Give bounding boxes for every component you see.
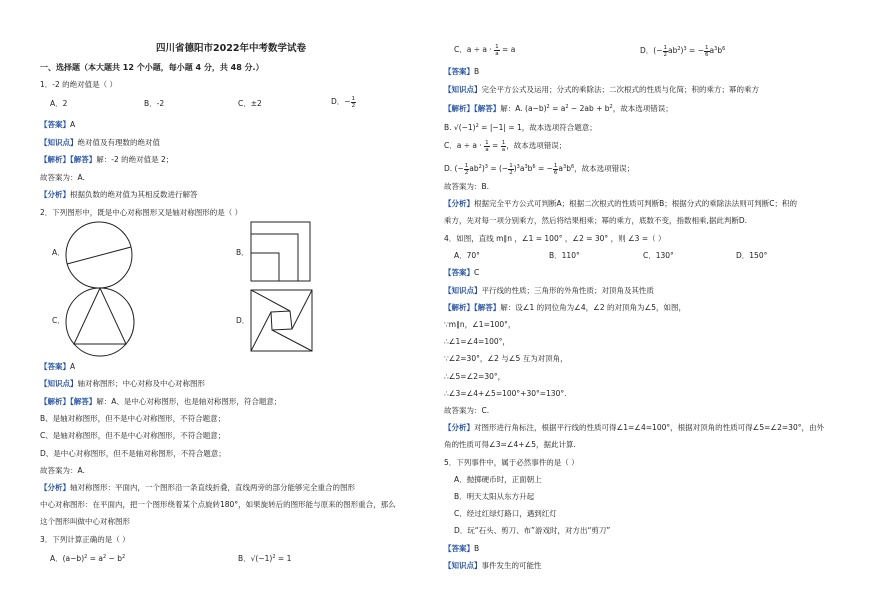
q4-option-a: A．70° — [454, 251, 480, 260]
q2-figure-d-line3 — [272, 330, 312, 351]
q4-solution-line-7: 故答案为：C. — [444, 406, 490, 415]
q4-option-d: D．150° — [736, 251, 768, 260]
q4-solution-line-5: ∴∠5=∠2=30°， — [444, 372, 506, 381]
q2-solution-line-2: B、是轴对称图形，但不是中心对称图形，不符合题意； — [40, 414, 226, 423]
q2-answer — [40, 362, 75, 372]
q2-solution-line-5: 故答案为：A. — [40, 466, 85, 475]
q3-option-a-end: − b — [106, 554, 122, 563]
q3-sol-c-frac1-num: 1 — [485, 140, 489, 146]
q5-answer — [444, 544, 479, 554]
q1-frac-num: 1 — [351, 96, 356, 102]
short-analysis-tag: 【分析】 — [40, 190, 70, 199]
q3-sol-d-exp2: 3 — [484, 164, 488, 170]
q2-figure-c-triangle — [74, 288, 126, 344]
q1-solution-text: 解：-2 的绝对值是 2； — [96, 155, 174, 164]
answer-tag: 【答案】 — [444, 268, 474, 277]
q4-solution-line-1 — [444, 303, 686, 313]
q3-sol-b-2: = |−1| = 1，故本选项符合题意； — [478, 123, 597, 132]
q3-sol-a-2: = a — [549, 104, 566, 113]
q3-option-d-base: D．(− — [640, 46, 663, 55]
knowledge-tag: 【知识点】 — [40, 138, 78, 147]
q1-option-d-fraction — [351, 96, 357, 109]
q4-knowledge-value: 平行线的性质；三角形的外角性质；对顶角及其性质 — [481, 286, 654, 295]
q1-answer-value: A — [70, 120, 76, 129]
q1-conclusion: 故答案为：A. — [40, 173, 85, 182]
q4-solution-text-1: 解：设∠1 的同位角为∠4，∠2 的对顶角为∠5，如图， — [500, 303, 686, 312]
q3-conclusion: 故答案为：B. — [444, 182, 490, 191]
q2-analysis-text-1: 轴对称图形：平面内，一个图形沿一条直线折叠，直线两旁的部分能够完全重合的图形 — [70, 483, 355, 492]
q2-figure-b-mid — [251, 234, 298, 281]
q3-option-d-exp3: 3 — [714, 46, 718, 52]
q3-d-frac1-num: 1 — [663, 45, 667, 51]
q3-sol-a-1: 解：A. (a−b) — [500, 104, 547, 113]
q3-option-d-mid: ab — [668, 46, 678, 55]
q3-option-a-exp1: 2 — [84, 554, 88, 560]
q2-figure-c-circle — [66, 288, 134, 356]
left-column — [40, 0, 430, 616]
q2-figure-d-line1 — [251, 290, 290, 311]
q3-analysis-line-1 — [444, 199, 797, 209]
q5-answer-value: B — [474, 544, 480, 553]
q2-knowledge — [40, 379, 205, 389]
q1-answer — [40, 120, 75, 130]
q2-figure-c — [64, 286, 136, 358]
q3-d-frac2-num: 1 — [705, 45, 709, 51]
q3-option-d-eq: = − — [686, 46, 705, 55]
q3-sol-d-frac3-den: 6 — [553, 170, 558, 176]
q4-option-b: B．110° — [549, 251, 580, 260]
q3-sol-a-4: ，故本选项错误； — [612, 104, 673, 113]
q2-figure-a-chord — [67, 247, 131, 264]
q2-figure-d-center — [271, 311, 292, 330]
q3-sol-a-3: − 2ab + b — [568, 104, 610, 113]
q3-sol-d-exp1: 2 — [478, 164, 482, 170]
q3-sol-d-5: b — [527, 164, 533, 173]
q2-stem: 2．下列图形中，既是中心对称图形又是轴对称图形的是（ ） — [40, 208, 243, 217]
q3-sol-d-frac1-num: 1 — [464, 163, 469, 169]
q4-solution-line-3: ∴∠1=∠4=100°， — [444, 337, 510, 346]
q1-frac-den: 2 — [351, 103, 356, 109]
page-title: 四川省德阳市2022年中考数学试卷 — [156, 43, 306, 54]
q3-option-a — [50, 552, 125, 564]
q2-figure-a — [64, 220, 134, 290]
q1-knowledge — [40, 138, 160, 148]
q3-sol-d-4: a — [519, 164, 525, 173]
q3-sol-c-2: = — [489, 141, 501, 150]
q3-sol-d-frac3-num: 1 — [553, 163, 558, 169]
q3-option-d — [640, 44, 725, 58]
q3-sol-a-exp1: 2 — [546, 104, 550, 110]
q3-sol-d-7: a — [558, 164, 564, 173]
detail-tag: 【解答】 — [70, 155, 97, 164]
q3-knowledge-value: 完全平方公式及运用；分式的乘除法；二次根式的性质与化简；积的乘方；幂的乘方 — [481, 85, 759, 94]
q2-label-d: D． — [236, 316, 250, 325]
short-analysis-tag: 【分析】 — [444, 423, 474, 432]
q3-option-b — [238, 552, 291, 564]
q3-sol-c-frac2-num: 1 — [501, 140, 506, 146]
q3-sol-d-3: = (− — [487, 164, 509, 173]
q5-option-b: B．明天太阳从东方升起 — [454, 492, 535, 501]
q3-sol-d-exp3: 3 — [516, 164, 520, 170]
q3-c-frac-den: a — [495, 51, 499, 57]
q3-answer-value: B — [474, 67, 480, 76]
q3-analysis-line-2: 乘方，先对每一项分别乘方，然后将结果相乘；幂的乘方，底数不变，指数相乘,据此判断D. — [444, 216, 748, 225]
short-analysis-tag: 【分析】 — [444, 199, 474, 208]
detail-tag: 【解答】 — [474, 303, 501, 312]
section-heading: 一、选择题（本大题共 12 个小题，每小题 4 分，共 48 分.） — [40, 63, 264, 72]
analysis-tag: 【解析】 — [444, 104, 474, 113]
q3-option-a-exp2: 2 — [102, 554, 107, 560]
q3-option-b-end: = 1 — [275, 554, 292, 563]
analysis-tag: 【解析】 — [40, 155, 70, 164]
right-column — [444, 0, 844, 616]
q4-answer-value: C — [474, 268, 480, 277]
q5-option-d: D．玩“石头、剪刀、布”游戏时，对方出“剪刀” — [454, 526, 611, 535]
q3-analysis-text-1: 根据完全平方公式可判断A；根据二次根式的性质可判断B；根据分式的乘除法法则可判断C；积的 — [474, 199, 798, 208]
q4-solution-line-2: ∵m∥n，∠1=100°， — [444, 320, 516, 329]
q2-figure-d-line4 — [251, 312, 271, 351]
q3-solution-b — [444, 121, 597, 133]
q4-analysis-line-1 — [444, 423, 824, 433]
q3-option-a-base: A．(a−b) — [50, 554, 85, 563]
q2-figure-b-outer — [251, 222, 310, 281]
q3-sol-a-exp3: 2 — [609, 104, 613, 110]
q3-c-frac-num: 1 — [495, 44, 499, 50]
q2-solution-line-4: D、是中心对称图形，但不是轴对称图形，不符合题意； — [40, 449, 226, 458]
q3-option-c-end: = a — [499, 45, 516, 54]
q2-solution-text-1: 解：A、是中心对称图形，也是轴对称图形，符合题意； — [96, 397, 282, 406]
q1-analysis — [40, 190, 198, 200]
q3-option-d-paren: ) — [680, 46, 684, 55]
q3-answer — [444, 67, 479, 77]
analysis-tag: 【解析】 — [40, 397, 70, 406]
q3-sol-d-frac2-den: 2 — [509, 170, 513, 176]
q3-sol-d-frac1-den: 2 — [464, 170, 469, 176]
q3-stem: 3．下列计算正确的是（ ） — [40, 535, 130, 544]
q3-knowledge — [444, 85, 759, 95]
q1-solution — [40, 155, 173, 165]
q2-figure-d-square — [251, 290, 312, 351]
q3-option-d-exp1: 2 — [677, 46, 681, 52]
knowledge-tag: 【知识点】 — [40, 379, 78, 388]
q3-sol-b-1: B. √(−1) — [444, 123, 476, 132]
q3-sol-d-exp4: 3 — [524, 164, 528, 170]
q1-stem: 1．-2 的绝对值是（ ） — [40, 80, 118, 89]
answer-tag: 【答案】 — [40, 362, 70, 371]
answer-tag: 【答案】 — [444, 67, 474, 76]
q3-sol-c-frac2-den: a — [501, 147, 506, 153]
q4-answer — [444, 268, 479, 278]
q5-option-c: C．经过红绿灯路口，遇到红灯 — [454, 509, 557, 518]
q3-d-frac1-den: 2 — [663, 52, 667, 58]
q3-option-d-exp2: 3 — [683, 46, 687, 52]
q3-solution-d — [444, 162, 634, 176]
q2-label-c: C． — [52, 316, 65, 325]
q3-sol-c-3: ，故本选项错误； — [506, 141, 567, 150]
q2-solution-line-3: C、是轴对称图形，但不是中心对称图形，不符合题意； — [40, 431, 226, 440]
q3-sol-d-exp6: 3 — [563, 164, 567, 170]
q3-option-c-base: C．a ÷ a · — [454, 45, 495, 54]
answer-tag: 【答案】 — [40, 120, 70, 129]
q3-sol-d-exp7: 6 — [570, 164, 575, 170]
q2-figure-d — [250, 289, 314, 353]
q3-option-d-b: b — [717, 46, 723, 55]
q2-label-b: B． — [236, 248, 249, 257]
q3-sol-d-exp5: 6 — [532, 164, 536, 170]
q4-knowledge — [444, 286, 654, 296]
q3-d-frac2-den: 6 — [705, 52, 709, 58]
q3-solution-a — [444, 102, 673, 114]
q3-sol-d-9: ，故本选项错误； — [574, 164, 635, 173]
q2-figure-d-line2 — [292, 290, 312, 329]
q3-solution-c — [444, 140, 566, 153]
q4-stem: 4．如图，直线 m∥n ，∠1 = 100° ，∠2 = 30° ，则 ∠3 =（ ） — [444, 234, 666, 243]
knowledge-tag: 【知识点】 — [444, 85, 482, 94]
q3-sol-d-6: = − — [535, 164, 553, 173]
q3-option-b-base: B．√(−1) — [238, 554, 273, 563]
q1-option-d-sign: − — [344, 97, 351, 106]
q3-option-a-exp3: 2 — [121, 554, 126, 560]
q5-knowledge — [444, 561, 542, 571]
q5-option-a: A．抛掷硬币时，正面朝上 — [454, 475, 542, 484]
q3-sol-a-exp2: 2 — [565, 104, 569, 110]
q2-analysis-line-1 — [40, 483, 355, 493]
q3-sol-d-1: D. (− — [444, 164, 464, 173]
q4-option-c: C．130° — [643, 251, 674, 260]
q2-label-a: A． — [52, 248, 65, 257]
q2-analysis-line-2: 中心对称图形：在平面内，把一个图形绕着某个点旋转180°，如果旋转后的图形能与原来的图形重合，那么 — [40, 500, 396, 509]
answer-tag: 【答案】 — [444, 544, 474, 553]
q3-option-b-exp: 2 — [272, 554, 276, 560]
q4-analysis-text-1: 对图形进行角标注，根据平行线的性质可得∠1=∠4=100°，根据对顶角的性质可得∠5=∠2=30°，由外 — [474, 423, 824, 432]
q3-option-a-mid: = a — [87, 554, 103, 563]
q3-option-d-exp4: 6 — [722, 46, 726, 52]
q1-option-b: B．-2 — [144, 99, 165, 108]
knowledge-tag: 【知识点】 — [444, 286, 482, 295]
q1-knowledge-value: 绝对值及有理数的绝对值 — [77, 138, 160, 147]
q3-sol-d-8: b — [566, 164, 571, 173]
q3-option-d-a: a — [709, 46, 715, 55]
q2-knowledge-value: 轴对称图形；中心对称及中心对称图形 — [77, 379, 205, 388]
analysis-tag: 【解析】 — [444, 303, 474, 312]
q1-option-c: C．±2 — [238, 99, 262, 108]
q3-sol-b-exp: 2 — [475, 123, 479, 129]
short-analysis-tag: 【分析】 — [40, 483, 70, 492]
q1-option-d — [331, 96, 356, 109]
q2-figure-b — [250, 221, 312, 283]
q3-sol-d-paren2: ) — [513, 164, 517, 173]
q3-sol-d-frac2-num: 1 — [509, 163, 513, 169]
q2-figure-b-inner — [251, 253, 279, 281]
q2-solution-line-1 — [40, 397, 281, 407]
q1-analysis-text: 根据负数的绝对值为其相反数进行解答 — [70, 190, 198, 199]
detail-tag: 【解答】 — [474, 104, 501, 113]
q3-sol-c-frac1-den: a — [485, 147, 489, 153]
q5-stem: 5．下列事件中，属于必然事件的是（ ） — [444, 458, 579, 467]
q1-option-a: A．2 — [50, 99, 68, 108]
q4-solution-line-4: ∵∠2=30°，∠2 与∠5 互为对顶角， — [444, 354, 568, 363]
q3-sol-d-paren1: ) — [481, 164, 485, 173]
q4-analysis-line-2: 角的性质可得∠3=∠4+∠5，据此计算. — [444, 440, 576, 449]
q4-solution-line-6: ∴∠3=∠4+∠5=100°+30°=130°. — [444, 389, 567, 398]
q5-knowledge-value: 事件发生的可能性 — [481, 561, 542, 570]
q2-analysis-line-3: 这个图形叫做中心对称图形 — [40, 517, 130, 526]
q2-answer-value: A — [70, 362, 76, 371]
q1-option-d-label: D． — [331, 97, 345, 106]
q3-option-c — [454, 44, 515, 57]
q3-sol-c-1: C．a ÷ a · — [444, 141, 485, 150]
detail-tag: 【解答】 — [70, 397, 97, 406]
q3-sol-d-2: ab — [469, 164, 479, 173]
knowledge-tag: 【知识点】 — [444, 561, 482, 570]
